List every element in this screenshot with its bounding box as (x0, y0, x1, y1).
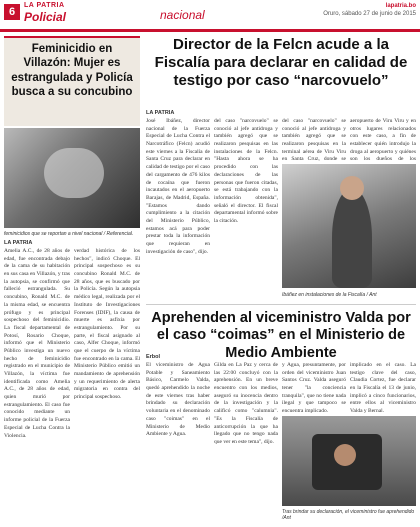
bottom-story-photo-caption: Tras brindar su declaración, el viceministro fue aprehendido /Ant (282, 509, 415, 521)
left-story-col2: verdad histórica de los hechos", indicó Choque. El principal sospechoso es su concubino Ronald M.C. de 28 años, que es buscado por la Policía. Según la autopsia médico legal, realizada por el Instituto de Investigaciones Forenses (IDIF), la causa de muerte es asfixia por estrangulamiento. Por su parte, el fiscal asignado al caso, Alfer Choque, informó que el cuerpo de la víctima fue encontrado en la cama. El Ministerio Público emitió un mandamiento de aprehensión y un requerimiento de alerta migratoria en contra del principal sospechoso. (74, 248, 140, 401)
person-head (340, 176, 364, 200)
story-divider (146, 304, 416, 305)
top-story-col4: aeropuerto de Viru Viru y en otros lugares relacionados con este caso, a fin de establecer quién introdujo la droga al aeropuerto y quiénes son los dueños de los (350, 118, 416, 163)
person-head (334, 444, 356, 466)
brand-section: Policial (24, 10, 67, 24)
top-story-photo (282, 164, 416, 288)
bottom-story-byline: Erbol (146, 354, 161, 360)
left-story-caption: feminicidios que se reportan a nivel nacional / Referencial. (4, 231, 134, 237)
issue-date: Oruro, sábado 27 de junio de 2015 (323, 11, 416, 17)
top-story-col3: del caso "narcovuelo" se conoció al jefe antidroga y también agregó que se realizaron pesquisas en la terminal aérea de Viru Viru en Santa Cruz, donde se (282, 118, 346, 163)
hand-image (44, 148, 104, 198)
left-story-byline: LA PATRIA (4, 240, 33, 246)
top-story-byline: LA PATRIA (146, 110, 175, 116)
top-story-headline: Director de la Felcn acude a la Fiscalía para declarar en calidad de testigo por caso “narcovuelo” (154, 36, 408, 89)
brand-name: LA PATRIA (24, 2, 65, 9)
bottom-story-col1: El viceministro de Agua Potable y Saneamiento Básico, Carmelo Valda, quedó aprehendido la noche de este viernes tras haber brindado su declaración voluntaria en el denominado caso "coimas" en el Ministerio de Medio Ambiente y Agua. (146, 362, 210, 438)
site-name: lapatria.bo (385, 3, 416, 9)
section-title: nacional (160, 8, 205, 22)
left-story-photo (4, 128, 140, 228)
top-story-col1: José Ibáñez, director nacional de la Fuerza Especial de Lucha Contra el Narcotráfico (Felcn) acudió este viernes a la Fiscalía de Santa Cruz para declarar en calidad de testigo por el caso del cargamento de 476 kilos de cocaína que fueron incautados en el aeropuerto Barajas, de Madrid, España. "Estamos dando cumplimiento a la citación del Ministerio Público, estamos acá para poder prestar toda la información que requieran en investigación de caso", dijo. (146, 118, 210, 255)
left-story (4, 36, 140, 524)
bottom-story-col2: Gilda en La Paz y cerca de las 22:00 concluyó con la aprehensión. En un breve encuentro con los medios, aseguró su inocencia dentro de la investigación y la calificó como "calumnia". "Es la Fiscalía de anticorrupción la que ha llegado que no tengo nada que ver en este tema", dijo. (214, 362, 278, 445)
top-story-photo-caption: Ibáñez en instalaciones de la Fiscalía / Ant (282, 292, 377, 298)
left-story-col1: Amelia A.C., de 28 años de edad, fue encontrada debajo de la cama de su habitación en sus casa en Villazón, y tras la autopsia, se confirmó que falleció estrangulada. Su concubino, Ronald M.C. de la misma edad, se encuentra prófugo y es principal sospechoso del feminicidio. La fiscal departamental de Potosí, Rosario Choque, informó que el Ministerio Público investiga un nuevo hecho de feminicidio registrado en el municipio de Villazón, la víctima fue identificada como Amelia A.C., de 28 años de edad, quien murió por estrangulamiento. El caso fue conocido mediante un informe policial de la Fuerza Especial de Lucha Contra la Violencia. (4, 248, 70, 439)
bottom-story-col3: y Agua, presuntamente, por orden del viceministro Juan Santos Cruz. Valda aseguró tener "la conciencia tranquila", que no tiene nada ilegal y que tampoco se encuentra implicado. (282, 362, 346, 415)
bottom-story-headline: Aprehenden al viceministro Valda por el caso “coimas” en el Ministerio de Medio Ambiente (151, 310, 411, 361)
page-number: 6 (4, 4, 20, 20)
bottom-story-col4: implicado en el caso. La testigo clave del caso, Claudia Cortez, fue declarar en la Fiscalía el 13 de junio, implicó a cinco funcionarios, entre ellos al viceministro Valda y Bernal. (350, 362, 416, 415)
bottom-story-photo (282, 416, 416, 506)
left-story-title: Feminicidio en Villazón: Mujer es estrangulada y Policía busca a su concubino (4, 36, 140, 126)
top-story-col2: del caso "narcovuelo" se conoció al jefe antidroga y también agregó que se realizaron pesquisas en las instalaciones de la Felcn. "Hasta ahora se ha procedido con las declaraciones de las personas que fueron citadas, se está trabajando con la información obtenida", señaló el director. El fiscal departamental informó sobre la citación. (214, 118, 278, 224)
person-figure (332, 188, 372, 288)
